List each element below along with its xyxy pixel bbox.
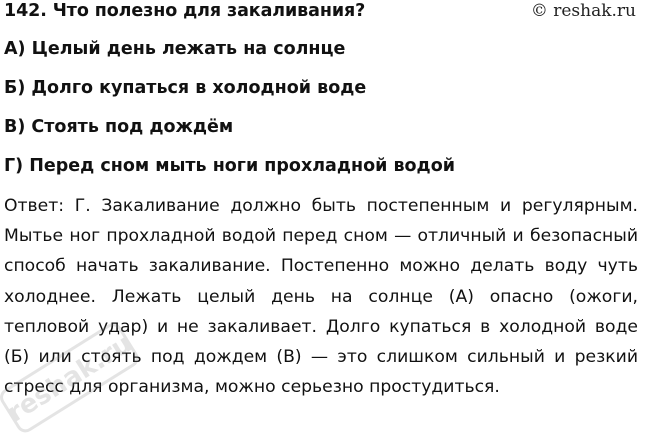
option-b: Б) Долго купаться в холодной воде [4, 78, 367, 98]
watermark-text: reshak.ru [2, 328, 138, 429]
option-a: А) Целый день лежать на солнце [4, 39, 346, 59]
question-title: 142. Что полезно для закаливания? [4, 1, 366, 21]
option-c: В) Стоять под дождём [4, 117, 234, 137]
header [2, 0, 642, 30]
options-list [2, 30, 642, 186]
option-d: Г) Перед сном мыть ноги прохладной водой [4, 156, 455, 176]
answer-text: Ответ: Г. Закаливание должно быть постепенным и регулярным. Мытье ног прохладной водой перед сном — отличный и безопасный способ начать закаливание. Постепенно можно делать воду чуть холоднее. Лежать целый день на солнце (А) опасно (ожоги, тепловой удар) и не закаливает. Долго купаться в холодной воде (Б) или стоять под дождем (В) — это слишком сильный и резкий стресс для организма, можно серьезно простудиться. [4, 196, 638, 398]
source-label: © reshak.ru [530, 1, 636, 21]
